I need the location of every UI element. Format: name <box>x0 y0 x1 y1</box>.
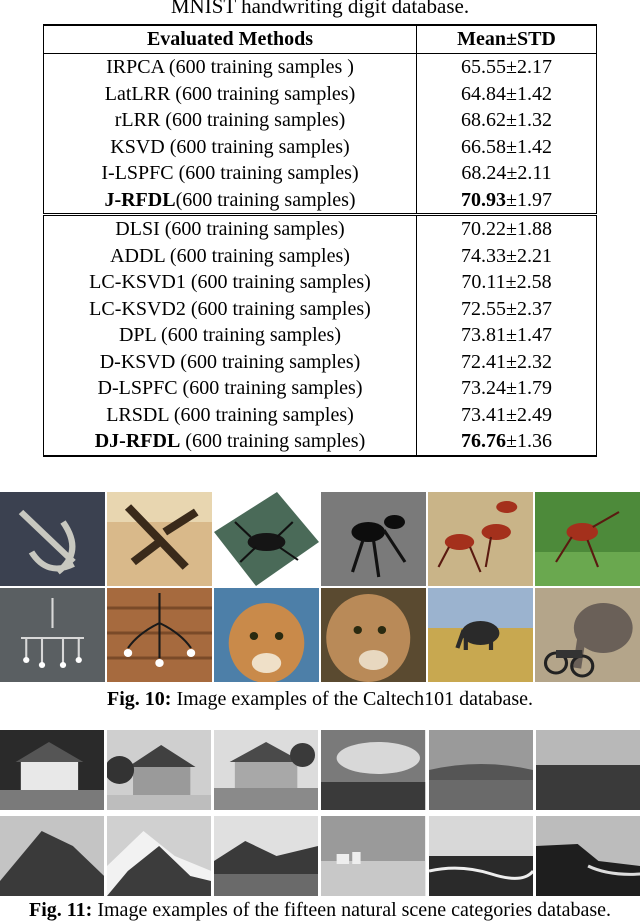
results-table <box>43 24 597 457</box>
ant-image <box>428 492 533 586</box>
scene-image-grid <box>0 730 640 895</box>
ant-image <box>321 492 426 586</box>
ant-image <box>535 492 640 586</box>
method-cell: IRPCA (600 training samples ) <box>44 54 417 81</box>
method-cell: D-LSPFC (600 training samples) <box>44 375 417 402</box>
value-cell: 68.24±2.11 <box>417 160 597 187</box>
value-cell: 72.41±2.32 <box>417 349 597 376</box>
house-image <box>0 730 104 810</box>
table-caption: MNIST handwriting digit database. <box>170 0 470 18</box>
method-cell: KSVD (600 training samples) <box>44 134 417 161</box>
value-cell: 68.62±1.32 <box>417 107 597 134</box>
house-image <box>214 730 318 810</box>
value-cell: 72.55±2.37 <box>417 296 597 323</box>
table-row <box>44 81 597 108</box>
method-cell: LC-KSVD2 (600 training samples) <box>44 296 417 323</box>
method-cell: rLRR (600 training samples) <box>44 107 417 134</box>
method-cell: ADDL (600 training samples) <box>44 243 417 270</box>
table-row <box>44 349 597 376</box>
value-cell: 70.22±1.88 <box>417 215 597 243</box>
table-row <box>44 375 597 402</box>
method-cell: I-LSPFC (600 training samples) <box>44 160 417 187</box>
open-country-image <box>321 730 425 810</box>
open-country-image <box>429 730 533 810</box>
value-cell: 64.84±1.42 <box>417 81 597 108</box>
value-cell: 73.81±1.47 <box>417 322 597 349</box>
method-cell: J-RFDL(600 training samples) <box>44 187 417 215</box>
value-cell: 74.33±2.21 <box>417 243 597 270</box>
chandelier-image <box>0 588 105 682</box>
anchor-image <box>107 492 212 586</box>
coast-image <box>536 816 640 896</box>
table-row-highlight <box>44 428 597 456</box>
table-row <box>44 402 597 429</box>
header-methods: Evaluated Methods <box>44 25 417 54</box>
value-cell: 70.93±1.97 <box>417 187 597 215</box>
value-cell: 66.58±1.42 <box>417 134 597 161</box>
method-cell: DPL (600 training samples) <box>44 322 417 349</box>
table-row <box>44 296 597 323</box>
header-mean-std: Mean±STD <box>417 25 597 54</box>
house-image <box>107 730 211 810</box>
elephant-image <box>535 588 640 682</box>
table-row <box>44 243 597 270</box>
chandelier-image <box>107 588 212 682</box>
table-row <box>44 134 597 161</box>
table-row-highlight <box>44 187 597 215</box>
table-row <box>44 107 597 134</box>
cougar-face-image <box>321 588 426 682</box>
value-cell: 65.55±2.17 <box>417 54 597 81</box>
table-row <box>44 215 597 243</box>
method-cell: LRSDL (600 training samples) <box>44 402 417 429</box>
caltech-image-grid <box>0 492 640 682</box>
value-cell: 73.41±2.49 <box>417 402 597 429</box>
table-row <box>44 322 597 349</box>
method-cell: LatLRR (600 training samples) <box>44 81 417 108</box>
value-cell: 70.11±2.58 <box>417 269 597 296</box>
ant-image <box>214 492 319 586</box>
cougar-face-image <box>214 588 319 682</box>
method-cell: DJ-RFDL (600 training samples) <box>44 428 417 456</box>
method-cell: LC-KSVD1 (600 training samples) <box>44 269 417 296</box>
value-cell: 73.24±1.79 <box>417 375 597 402</box>
coast-image <box>429 816 533 896</box>
table-row <box>44 269 597 296</box>
anchor-image <box>0 492 105 586</box>
elephant-image <box>428 588 533 682</box>
open-country-image <box>536 730 640 810</box>
mountain-image <box>0 816 104 896</box>
table-row <box>44 160 597 187</box>
figure-11-caption: Fig. 11: Image examples of the fifteen natural scene categories database. <box>29 899 611 921</box>
table-header-row <box>44 25 597 54</box>
method-cell: DLSI (600 training samples) <box>44 215 417 243</box>
figure-10-caption: Fig. 10: Image examples of the Caltech101 database. <box>107 688 533 710</box>
mountain-image <box>107 816 211 896</box>
method-cell: D-KSVD (600 training samples) <box>44 349 417 376</box>
table-row <box>44 54 597 81</box>
mountain-image <box>214 816 318 896</box>
coast-image <box>321 816 425 896</box>
value-cell: 76.76±1.36 <box>417 428 597 456</box>
